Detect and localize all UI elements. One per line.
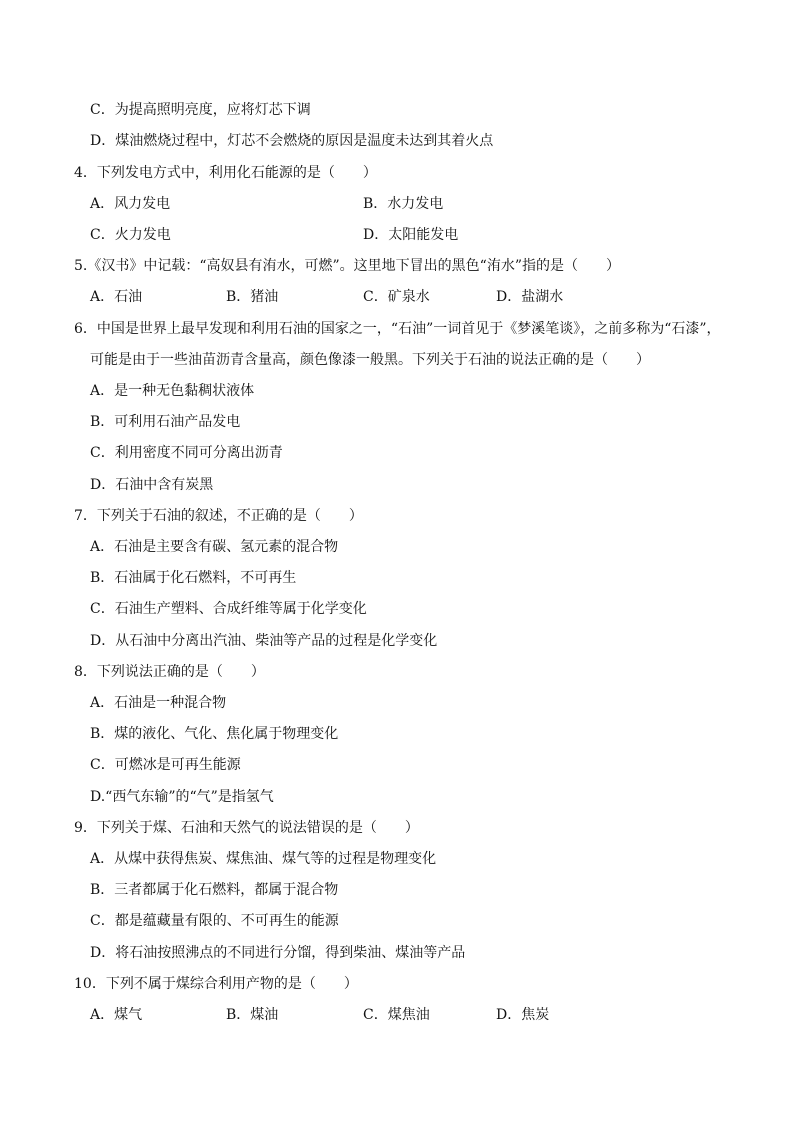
q4-option-d: D．太阳能发电 <box>363 227 459 243</box>
q8-option-a: A．石油是一种混合物 <box>90 695 227 711</box>
q10-option-a: A．煤气 <box>90 1007 143 1023</box>
q4-stem: 4．下列发电方式中，利用化石能源的是（ ） <box>74 165 377 181</box>
q6-stem-line-1: 6．中国是世界上最早发现和利用石油的国家之一，“石油”一词首见于《梦溪笔谈》，之前多称为“石漆”， <box>74 321 721 337</box>
q6-option-a: A．是一种无色黏稠状液体 <box>90 383 255 399</box>
q8-stem: 8．下列说法正确的是（ ） <box>74 664 265 680</box>
q10-stem: 10．下列不属于煤综合利用产物的是（ ） <box>74 976 358 992</box>
q5-option-b: B．猪油 <box>226 289 279 305</box>
q4-option-a: A．风力发电 <box>90 196 171 212</box>
q10-option-d: D．焦炭 <box>496 1007 550 1023</box>
q4-option-c: C．火力发电 <box>90 227 171 243</box>
q5-stem: 5.《汉书》中记载：“高奴县有洧水，可燃”。这里地下冒出的黑色“洧水”指的是（ ） <box>74 258 620 274</box>
q7-option-d: D．从石油中分离出汽油、柴油等产品的过程是化学变化 <box>90 633 438 649</box>
q3-option-d: D．煤油燃烧过程中，灯芯不会燃烧的原因是温度未达到其着火点 <box>90 133 494 149</box>
q6-stem-line-2: 可能是由于一些油苗沥青含量高，颜色像漆一般黑。下列关于石油的说法正确的是（ ） <box>90 352 650 368</box>
q9-option-d: D．将石油按照沸点的不同进行分馏，得到柴油、煤油等产品 <box>90 945 466 961</box>
q6-option-c: C．利用密度不同可分离出沥青 <box>90 445 283 461</box>
q6-option-b: B．可利用石油产品发电 <box>90 414 241 430</box>
q8-option-d: D.“西气东输”的“气”是指氢气 <box>90 789 274 805</box>
q6-option-d: D．石油中含有炭黑 <box>90 477 214 493</box>
q7-stem: 7．下列关于石油的叙述，不正确的是（ ） <box>74 508 363 524</box>
q10-option-b: B．煤油 <box>226 1007 279 1023</box>
q4-option-b: B．水力发电 <box>363 196 444 212</box>
q9-option-b: B．三者都属于化石燃料，都属于混合物 <box>90 882 339 898</box>
q7-option-c: C．石油生产塑料、合成纤维等属于化学变化 <box>90 601 367 617</box>
q5-option-d: D．盐湖水 <box>496 289 564 305</box>
q7-option-a: A．石油是主要含有碳、氢元素的混合物 <box>90 539 339 555</box>
q9-option-a: A．从煤中获得焦炭、煤焦油、煤气等的过程是物理变化 <box>90 851 437 867</box>
q3-option-c: C．为提高照明亮度，应将灯芯下调 <box>90 102 311 118</box>
q7-option-b: B．石油属于化石燃料，不可再生 <box>90 570 297 586</box>
q8-option-c: C．可燃冰是可再生能源 <box>90 757 241 773</box>
q5-option-c: C．矿泉水 <box>363 289 430 305</box>
q8-option-b: B．煤的液化、气化、焦化属于物理变化 <box>90 726 339 742</box>
q5-option-a: A．石油 <box>90 289 143 305</box>
q9-option-c: C．都是蕴藏量有限的、不可再生的能源 <box>90 913 339 929</box>
q10-option-c: C．煤焦油 <box>363 1007 430 1023</box>
q9-stem: 9．下列关于煤、石油和天然气的说法错误的是（ ） <box>74 820 419 836</box>
